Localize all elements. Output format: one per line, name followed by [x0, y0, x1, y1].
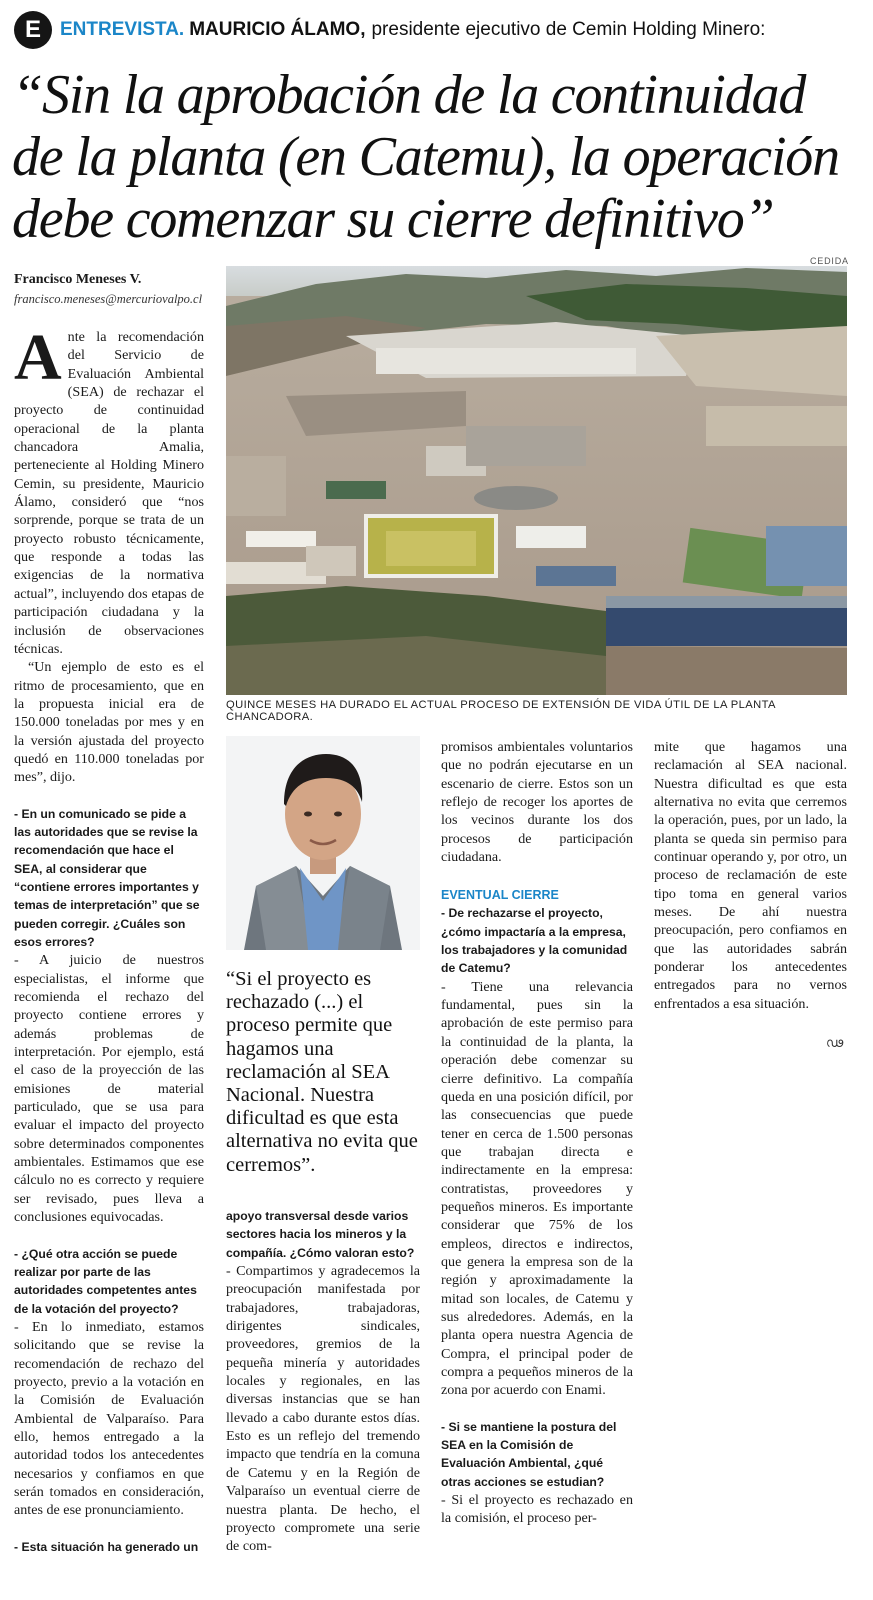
- lead-paragraph: nte la recomendación del Servicio de Evaluación Ambiental (SEA) de rechazar el proyecto de continuidad operacional de la planta chancadora Amalia, perteneciente al Holding Minero Cemin, su presidente, Mauricio Álamo, consideró que “nos sorprende, porque se trata de un proyecto robusto técnicamente, que responde a todas las exigencias de la normativa actual”, incluyendo dos etapas de participación ciudadana y la inclusión de observaciones técnicas.: [14, 329, 204, 657]
- byline-email: francisco.meneses@mercuriovalpo.cl: [14, 292, 203, 306]
- paragraph: “Un ejemplo de esto es el ritmo de procesamiento, que en la propuesta inicial era de 150.000 toneladas por mes y en la versión ajustada del proyecto quedó en 110.000 toneladas por mes”, dijo.: [14, 659, 204, 786]
- subheading: EVENTUAL CIERRE: [441, 888, 559, 903]
- interview-question: - Esta situación ha generado un: [14, 1539, 199, 1554]
- byline-author: Francisco Meneses V.: [14, 272, 142, 287]
- interviewee-name: MAURICIO ÁLAMO,: [189, 19, 366, 40]
- plant-aerial-photo: [226, 266, 847, 695]
- interview-answer: - Si el proyecto es rechazado en la comisión, el proceso per-: [441, 1492, 633, 1527]
- kicker: [14, 10, 765, 50]
- interview-answer: mite que hagamos una reclamación al SEA nacional. Nuestra dificultad es que esta alternativa no evita que cerremos la operación, pues, por un lado, la planta se queda sin permiso para continuar operando y, por otro, un proceso de reclamación de este tipo toma en general varios meses. De ahí nuestra preocupación, pero confiamos en que las autoridades sabrán ponderar los antecedentes entregados para no vernos enfrentados a esa situación.: [654, 739, 847, 1012]
- photo-caption: QUINCE MESES HA DURADO EL ACTUAL PROCESO DE EXTENSIÓN DE VIDA ÚTIL DE LA PLANTA CHANCADORA.: [226, 699, 776, 723]
- headline: “Sin la aprobación de la continuidad de la planta (en Catemu), la operación debe comenzar su cierre definitivo”: [12, 64, 839, 250]
- pull-quote: “Si el proyecto es rechazado (...) el proceso permite que hagamos una reclamación al SEA Nacional. Nuestra dificultad es que esta alternativa no evita que cerremos”.: [226, 968, 418, 1176]
- article-column-2: [226, 1207, 420, 1556]
- interview-question: - Si se mantiene la postura del SEA en la Comisión de Evaluación Ambiental, ¿qué otras acciones se estudian?: [441, 1419, 617, 1489]
- interviewee-portrait: [226, 736, 420, 950]
- plant-aerial-image: [226, 266, 847, 695]
- interview-answer: - En lo inmediato, estamos solicitando que se revise la recomendación de rechazo del proyecto, previo a la votación en la Comisión de Evaluación Ambiental de Valparaíso. Para ello, hemos entregado a la autoridad todos los antecedentes necesarios y confiamos en que serán tomados en consideración, antes de ese pronunciamiento.: [14, 1318, 204, 1519]
- interview-question: - De rechazarse el proyecto, ¿cómo impactaría a la empresa, los trabajadores y la comunidad de Catemu?: [441, 906, 628, 976]
- interview-question: - ¿Qué otra acción se puede realizar por parte de las autoridades competentes antes de la votación del proyecto?: [14, 1246, 197, 1316]
- interview-question: - En un comunicado se pide a las autoridades que se revise la recomendación que hace el SEA, al considerar que “contiene errores importantes y temas de interpretación” que se pueden corregir. ¿Cuáles son esos errores?: [14, 806, 200, 949]
- article-column-1: [14, 321, 204, 1556]
- interview-answer: - A juicio de nuestros especialistas, el informe que recomienda el rechazo del proyecto contiene errores y además problemas de interpretación. Por ejemplo, está el caso de la proyección de las emisiones de material particulado, que se usa para evaluar el impacto del proyecto sobre determinados componentes ambientales. Estimamos que ese cálculo no es correcto y requiere ser revisado, pues lleva a conclusiones equivocadas.: [14, 952, 204, 1226]
- interviewee-role: presidente ejecutivo de Cemin Holding Minero:: [371, 19, 766, 40]
- interview-question: apoyo transversal desde varios sectores hacia los mineros y la compañía. ¿Cómo valoran esto?: [226, 1209, 415, 1260]
- photo-credit: CEDIDA: [810, 256, 849, 266]
- interview-answer: - Tiene una relevancia fundamental, pues sin la aprobación de este permiso para la continuidad de la planta, la operación debe comenzar su cierre definitivo. La compañía queda en una posición difícil, por las consecuencias que puede tener en cerca de 1.500 personas que trabajan directa e indirectamente en la empresa: contratistas, proveedores y pequeños mineros. Es importante considerar que 75% de los empleos, directos e indirectos, que genera la empresa son de la región y aproximadamente la mitad son locales, de Catemu y sus alrededores. Además, en la planta opera nuestra Agencia de Compra, el principal poder de compra a pequeños mineros de la zona por acuerdo con Enami.: [441, 978, 633, 1399]
- article-column-3: [441, 738, 633, 1528]
- interview-answer: - Compartimos y agradecemos la preocupación manifestada por trabajadores, trabajadoras, dirigentes sindicales, proveedores, gremios de la pequeña minería y autoridades locales y regionales, en las diversas instancias que se han llevado a cabo durante estos días. Esto es un reflejo del tremendo impacto que tendría en la comuna de Catemu y en la Región de Valparaíso un eventual cierre de nuestra planta. De hecho, el proyecto compromete una serie de com-: [226, 1263, 420, 1555]
- article-column-4: [654, 738, 847, 1013]
- section-badge: E: [14, 11, 52, 49]
- interview-answer: promisos ambientales voluntarios que no podrán ejecutarse en un escenario de cierre. Estos son un reflejo de recoger los aportes de los vecinos durante los dos procesos de participación ciudadana.: [441, 739, 633, 866]
- section-label: ENTREVISTA.: [60, 19, 185, 40]
- dropcap: A: [14, 321, 62, 394]
- end-mark-icon: ഢ: [826, 1036, 844, 1051]
- portrait-image: [226, 736, 420, 950]
